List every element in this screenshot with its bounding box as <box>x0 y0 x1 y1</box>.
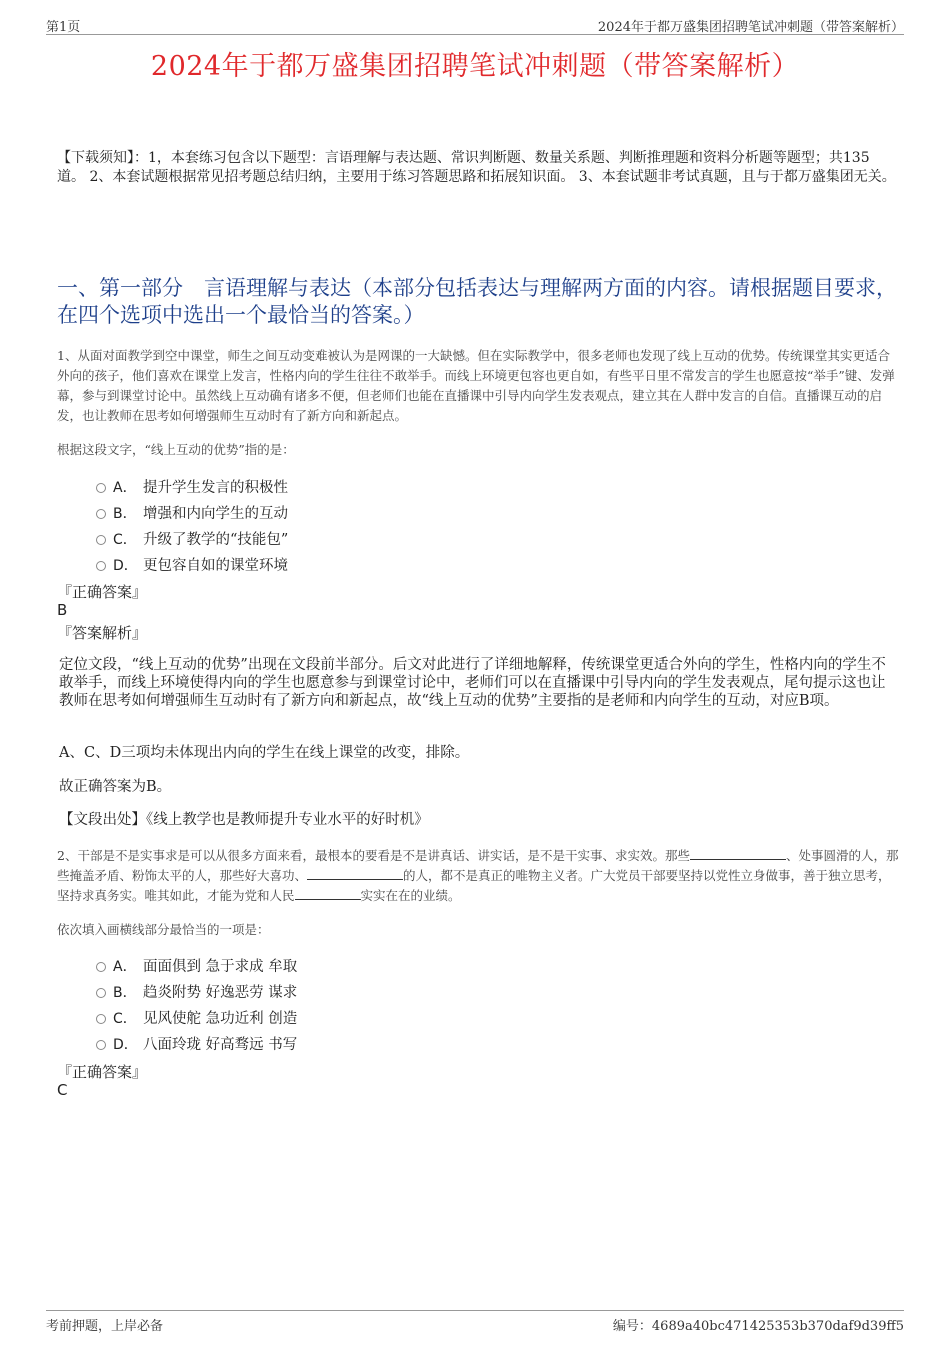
option-text: 提升学生发言的积极性 <box>143 480 288 496</box>
footer-serial-number: 编号：4689a40bc471425353b370daf9d39ff5 <box>612 1319 904 1334</box>
question-2-option-d[interactable] <box>96 1033 297 1055</box>
option-text: 趋炎附势 好逸恶劳 谋求 <box>143 985 298 1001</box>
question-1-text: 1、从面对面教学到空中课堂，师生之间互动变难被认为是网课的一大缺憾。但在实际教学中，很多老师也发现了线上互动的优势。传统课堂其实更适合外向的孩子，他们喜欢在课堂上发言，性格内向的学生往往不敢举手。而线上环境更包容也更自如，有些平日里不常发言的学生也愿意按“举手”键、发弹幕，参与到课堂讨论中。虽然线上互动确有诸多不便，但老师们也能在直播课中引导内向学生发表观点，建立其在人群中发言的自信。直播课互动的启发，也让教师在思考如何增强师生互动时有了新方向和新起点。 <box>57 348 895 423</box>
question-2-option-a[interactable] <box>96 955 297 977</box>
question-2-text-part: 实实在在的业绩。 <box>360 888 461 903</box>
radio-icon[interactable] <box>96 1040 106 1050</box>
radio-icon[interactable] <box>96 483 106 493</box>
page-footer <box>46 1310 904 1333</box>
option-letter: A． <box>113 959 137 975</box>
radio-icon[interactable] <box>96 509 106 519</box>
question-1-source: 【文段出处】《线上教学也是教师提升专业水平的好时机》 <box>59 812 429 828</box>
question-1-analysis-paragraph: 故正确答案为B。 <box>59 779 172 795</box>
document-title: 2024年于都万盛集团招聘笔试冲刺题（带答案解析） <box>150 51 800 82</box>
question-1-option-d[interactable] <box>96 554 288 576</box>
option-letter: D． <box>113 1037 138 1053</box>
option-text: 增强和内向学生的互动 <box>143 506 288 522</box>
option-letter: D． <box>113 558 138 574</box>
radio-icon[interactable] <box>96 561 106 571</box>
option-letter: B． <box>113 985 137 1001</box>
question-2-answer-label: 『正确答案』 <box>57 1063 148 1081</box>
fill-blank <box>690 847 786 860</box>
radio-icon[interactable] <box>96 535 106 545</box>
page-header <box>46 14 904 35</box>
question-1-analysis-label: 『答案解析』 <box>57 624 148 642</box>
question-2-text-part: 、处事圆滑的人，那些掩盖矛盾、粉饰太平的人，那些好大喜功、 <box>57 848 899 883</box>
question-1-answer: B <box>57 601 68 619</box>
option-text: 更包容自如的课堂环境 <box>143 558 288 574</box>
question-1-option-a[interactable] <box>96 476 288 498</box>
download-notice: 【下载须知】：1，本套练习包含以下题型：言语理解与表达题、常识判断题、数量关系题、判断推理题和资料分析题等题型；共135道。 2、本套试题根据常见招考题总结归纳，主要用于练习答题思路和拓展知识面。 3、本套试题非考试真题，且与于都万盛集团无关。 <box>57 150 896 185</box>
header-doc-title: 2024年于都万盛集团招聘笔试冲刺题（带答案解析） <box>597 20 904 35</box>
radio-icon[interactable] <box>96 988 106 998</box>
footer-slogan: 考前押题，上岸必备 <box>46 1319 164 1334</box>
option-letter: C． <box>113 1011 137 1027</box>
question-2-answer: C <box>57 1081 68 1099</box>
question-1-option-b[interactable] <box>96 502 288 524</box>
section-title: 一、第一部分 言语理解与表达（本部分包括表达与理解两方面的内容。请根据题目要求，在四个选项中选出一个最恰当的答案。） <box>57 276 897 327</box>
option-letter: B． <box>113 506 137 522</box>
option-text: 面面俱到 急于求成 牟取 <box>143 959 298 975</box>
option-text: 升级了教学的“技能包” <box>143 532 289 548</box>
page-number: 第1页 <box>46 20 81 35</box>
question-2-prompt: 依次填入画横线部分最恰当的一项是： <box>57 922 270 937</box>
option-letter: A． <box>113 480 137 496</box>
option-text: 八面玲珑 好高骛远 书写 <box>143 1037 298 1053</box>
question-1-prompt: 根据这段文字，“线上互动的优势”指的是： <box>57 442 295 457</box>
fill-blank <box>307 867 403 880</box>
option-letter: C． <box>113 532 137 548</box>
question-2-text-part: 2、干部是不是实事求是可以从很多方面来看，最根本的要看是不是讲真话、讲实话，是不是干实事、求实效。那些 <box>57 848 690 863</box>
question-2-option-c[interactable] <box>96 1007 297 1029</box>
option-text: 见风使舵 急功近利 创造 <box>143 1011 298 1027</box>
question-1-answer-label: 『正确答案』 <box>57 583 148 601</box>
question-1-option-c[interactable] <box>96 528 288 550</box>
question-2-text <box>57 846 899 906</box>
question-2-text-part: 的人，都不是真正的唯物主义者。广大党员干部要坚持以党性立身做事，善于独立思考，坚持求真务实。唯其如此，才能为党和人民 <box>57 868 891 903</box>
question-2-option-b[interactable] <box>96 981 297 1003</box>
question-1-analysis-paragraph: 定位文段，“线上互动的优势”出现在文段前半部分。后文对此进行了详细地解释，传统课堂更适合外向的学生，性格内向的学生不敢举手，而线上环境使得内向的学生也愿意参与到课堂讨论中，老师们可以在直播课中引导内向的学生发表观点，尾句提示这也让教师在思考如何增强师生互动时有了新方向和新起点，故“线上互动的优势”主要指的是老师和内向学生的互动，对应B项。 <box>59 657 886 709</box>
fill-blank <box>295 887 361 900</box>
question-1-analysis-paragraph: A、C、D三项均未体现出内向的学生在线上课堂的改变，排除。 <box>59 745 470 761</box>
radio-icon[interactable] <box>96 1014 106 1024</box>
radio-icon[interactable] <box>96 962 106 972</box>
